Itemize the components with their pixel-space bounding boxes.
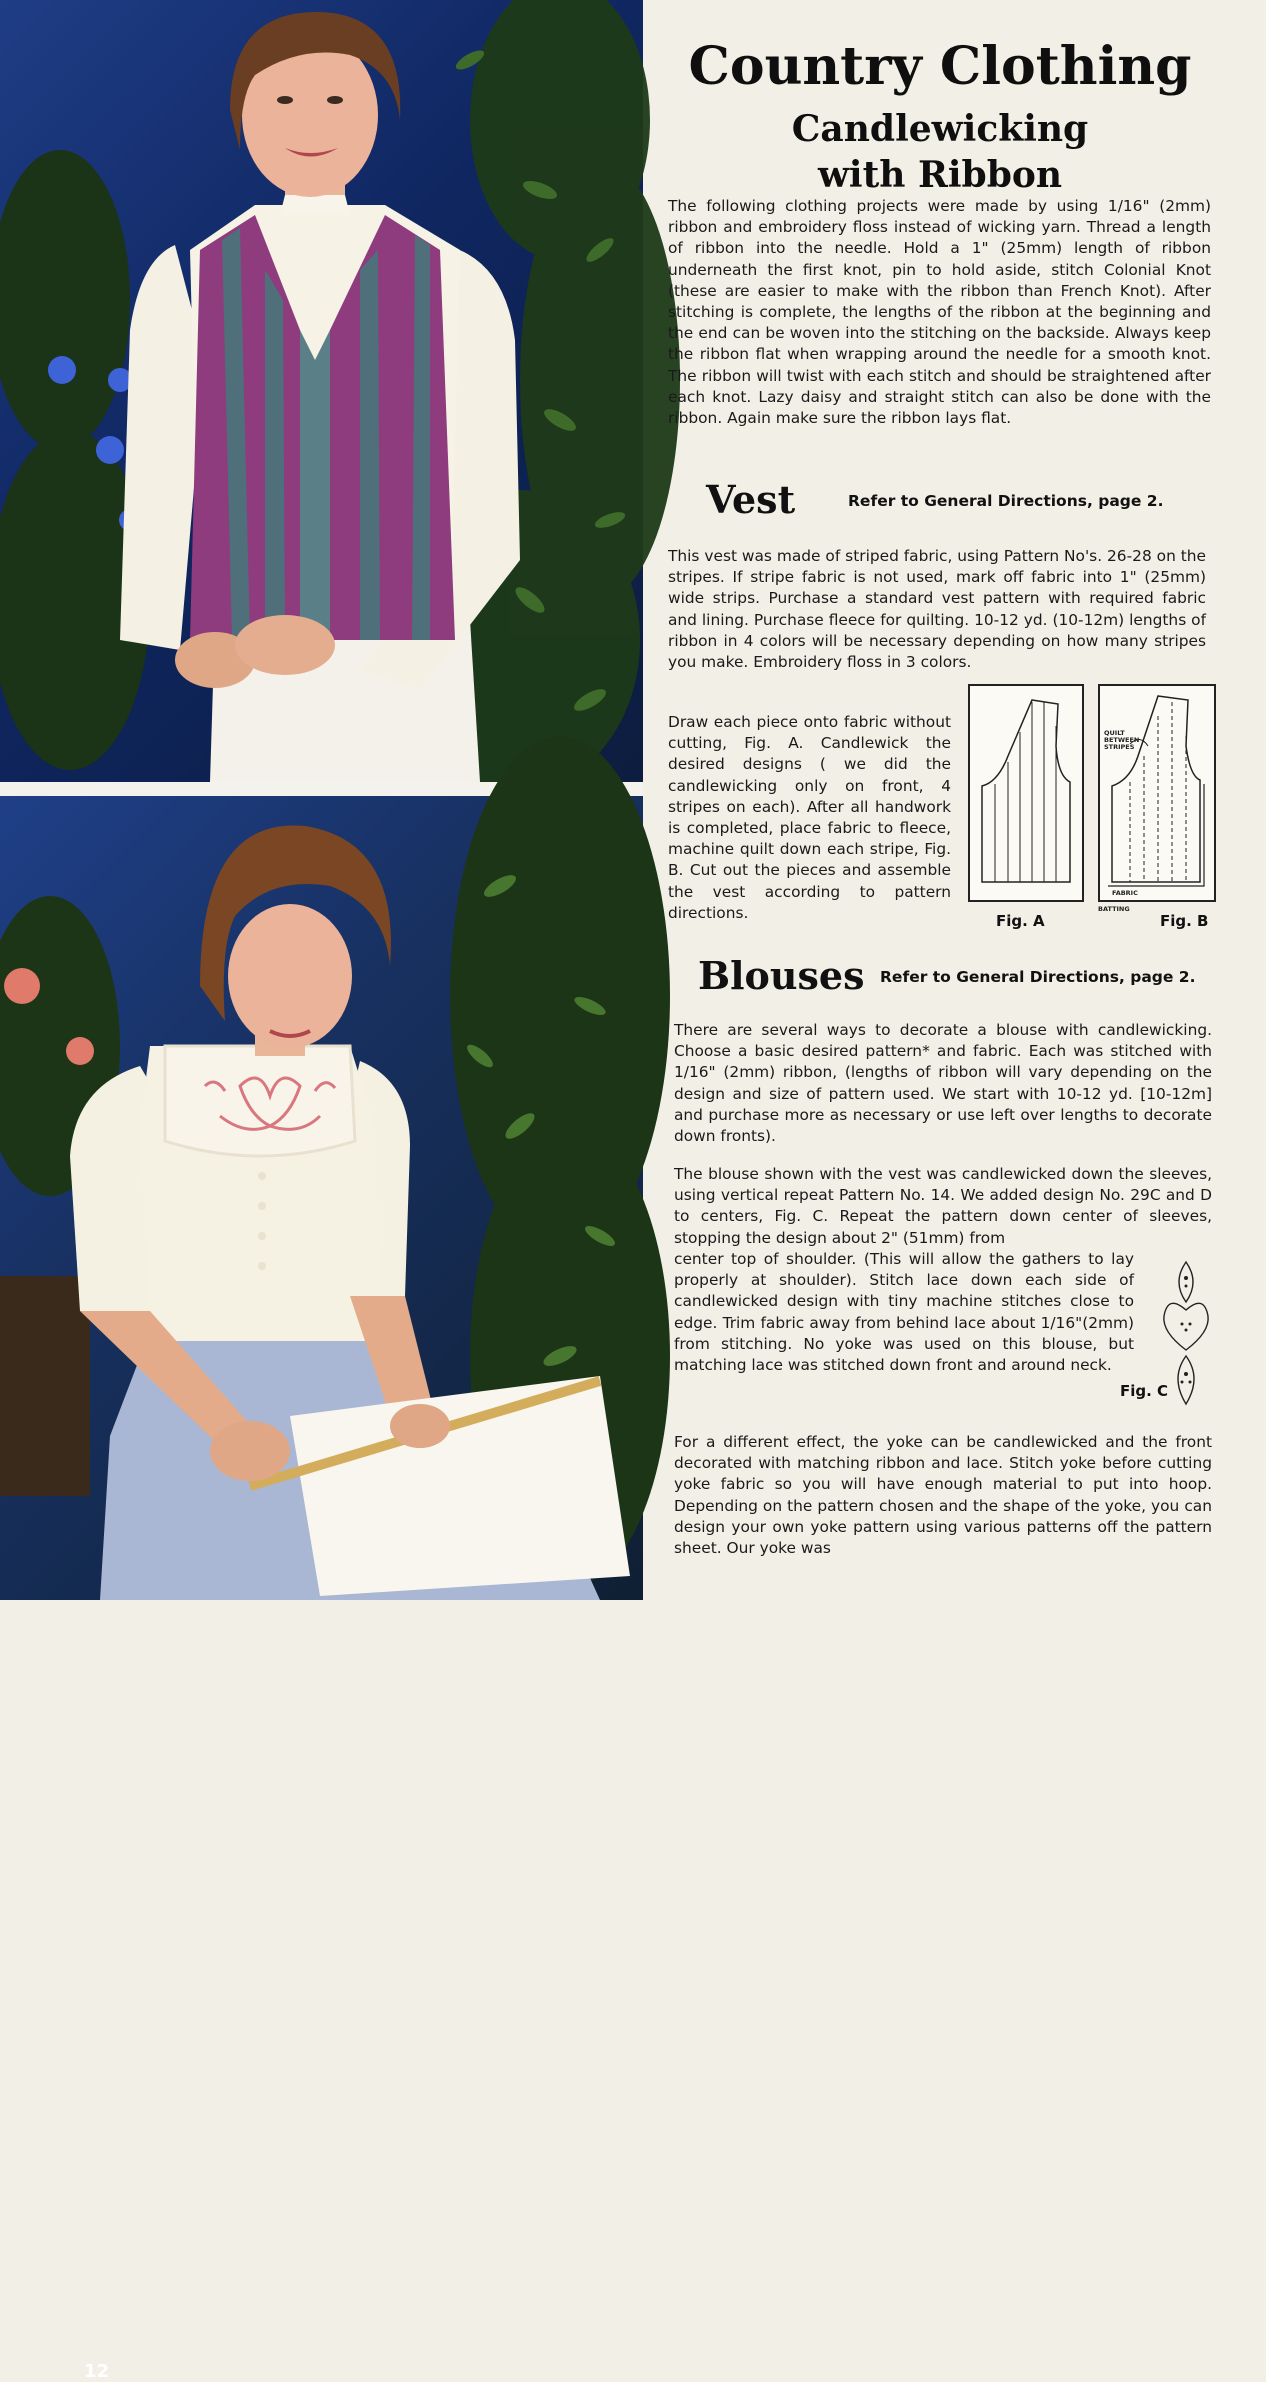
vest-paragraph-1: This vest was made of striped fabric, using Pattern No's. 26-28 on the stripes. If stripe fabric is not used, mark off fabric into 1" (25mm) wide strips. Purchase a standard vest pattern with required fabric and lining. Purchase fleece for quilting. 10-12 yd. (10-12m) lengths of ribbon in 4 colors will be necessary depending on how many stripes you make. Embroidery floss in 3 colors. bbox=[668, 547, 1206, 672]
subtitle-line-1: Candlewicking bbox=[791, 108, 1089, 150]
page-number: 12 bbox=[84, 2361, 110, 2382]
intro-paragraph: The following clothing projects were made by using 1/16" (2mm) ribbon and embroidery floss instead of wicking yarn. Thread a length of ribbon into the needle. Hold a 1" (25mm) length of ribbon underneath the first knot, pin to hold aside, stitch Colonial Knot (these are easier to make with the ribbon than French Knot). After stitching is complete, the lengths of the ribbon at the beginning and the end can be woven into the stitching on the backside. Always keep the ribbon flat when wrapping around the needle for a smooth knot. The ribbon will twist with each stitch and should be straightened after each knot. Lazy daisy and straight stitch can also be done with the ribbon. Again make sure the ribbon lays flat. bbox=[668, 197, 1211, 428]
blouses-paragraph-1: There are several ways to decorate a blouse with candlewicking. Choose a basic desired pattern* and fabric. Each was stitched with 1/16" (2mm) ribbon, (lengths of ribbon will vary depending on the design and size of pattern used. We start with 10-12 yd. [10-12m] and purchase more as necessary or use left over lengths to decorate down fronts). bbox=[674, 1021, 1212, 1146]
blouses-heading: Blouses bbox=[698, 953, 865, 998]
vest-paragraph-2: Draw each piece onto fabric without cutting, Fig. A. Candlewick the desired designs ( we did the candlewicking only on front, 4 stripes on each). After all handwork is completed, place fabric to fleece, machine quilt down each stripe, Fig. B. Cut out the pieces and assemble the vest according to pattern directions. bbox=[668, 713, 951, 922]
vest-reference: Refer to General Directions, page 2. bbox=[848, 492, 1164, 510]
blouses-paragraph-2-top: The blouse shown with the vest was candlewicked down the sleeves, using vertical repeat Pattern No. 14. We added design No. 29C and D to centers, Fig. C. Repeat the pattern down center of sleeves, stopping the design about 2" (51mm) from bbox=[674, 1165, 1212, 1247]
blouses-reference: Refer to General Directions, page 2. bbox=[880, 968, 1196, 986]
fig-b-caption: Fig. B bbox=[1160, 912, 1209, 930]
fig-b-diagram bbox=[1098, 684, 1216, 902]
vest-paragraph-2-block bbox=[668, 712, 951, 924]
fig-a-vest-pattern bbox=[970, 686, 1082, 900]
blouses-paragraph-2-wrap: center top of shoulder. (This will allow the gathers to lay properly at shoulder). Stitch lace down each side of candlewicked design with tiny machine stitches close to edge. Trim fabric away from behind lace about 1/16"(2mm) from stitching. No yoke was used on this blouse, but matching lace was stitched down front and around neck. bbox=[674, 1250, 1134, 1375]
subtitle-line-2: with Ribbon bbox=[817, 154, 1063, 196]
fig-b-vest-quilting bbox=[1100, 686, 1214, 900]
intro-section bbox=[668, 196, 1211, 429]
vest-photo bbox=[0, 0, 643, 782]
fig-c-caption: Fig. C bbox=[1120, 1382, 1169, 1400]
page-title: Country Clothing bbox=[688, 36, 1192, 97]
vest-heading: Vest bbox=[706, 477, 796, 522]
fig-b-note-fabric: FABRIC bbox=[1112, 889, 1138, 897]
blouses-paragraph-2-wrap-block bbox=[674, 1249, 1134, 1376]
blouses-paragraph-3-block bbox=[674, 1432, 1212, 1559]
fig-a-caption: Fig. A bbox=[996, 912, 1045, 930]
blouse-photo bbox=[0, 796, 643, 2382]
fig-a-diagram bbox=[968, 684, 1084, 902]
blouses-paragraph-1-block bbox=[674, 1020, 1212, 1147]
page-subtitle bbox=[660, 106, 1220, 198]
vest-paragraph-1-block bbox=[668, 546, 1206, 673]
blouses-paragraph-3: For a different effect, the yoke can be candlewicked and the front decorated with matching ribbon and lace. Stitch yoke before cutting yoke fabric so you will have enough material to put into hoop. Depending on the pattern chosen and the shape of the yoke, you can design your own yoke pattern using various patterns off the pattern sheet. Our yoke was bbox=[674, 1433, 1212, 1558]
blouses-paragraph-2-top-block bbox=[674, 1164, 1212, 1249]
fig-b-note-batting: BATTING bbox=[1098, 905, 1130, 913]
fig-b-note-quilt: QUILT BETWEEN STRIPES bbox=[1104, 729, 1140, 751]
